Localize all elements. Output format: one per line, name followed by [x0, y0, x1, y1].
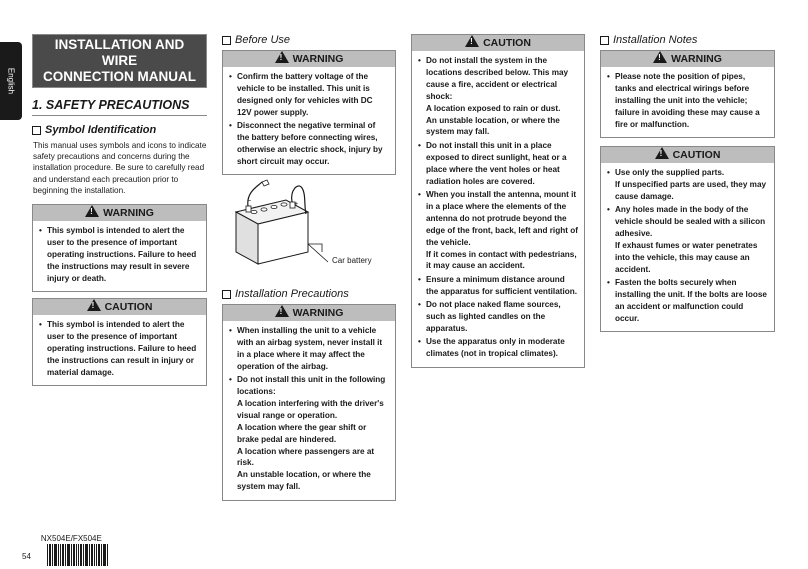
- svg-text:+: +: [294, 201, 299, 208]
- warning-list: [223, 67, 395, 174]
- section-title: 1. SAFETY PRECAUTIONS: [32, 98, 207, 116]
- column-4: [600, 34, 775, 332]
- warning-list: [223, 321, 395, 500]
- list-item: • When you install the antenna, mount it in a place where the elements of the antenna do not protrude beyond the edge of the front, back, left and right of the vehicle. If it comes in contact with pedestrians, it may cause an accident.: [418, 189, 578, 272]
- checkbox-bullet-icon: [600, 36, 609, 45]
- svg-text:−: −: [247, 198, 252, 205]
- caution-header: !CAUTION: [412, 35, 584, 51]
- caution-panel-notes: [600, 146, 775, 332]
- list-item: • This symbol is intended to alert the user to the presence of important operating instructions. Failure to heed the instructions may result in severe injury or death.: [39, 225, 200, 285]
- warning-header: !WARNING: [601, 51, 774, 67]
- caution-list: [601, 163, 774, 331]
- battery-label: Car battery: [332, 256, 372, 265]
- caution-header: !CAUTION: [33, 299, 206, 315]
- warning-panel-installation: [222, 304, 396, 501]
- caution-list: [33, 315, 206, 385]
- model-number: NX504E/FX504E: [41, 544, 109, 568]
- barcode-icon: [47, 544, 109, 566]
- warning-triangle-icon: [275, 305, 289, 317]
- warning-header: !WARNING: [223, 51, 395, 67]
- warning-panel-notes: [600, 50, 775, 138]
- list-item: • Fasten the bolts securely when installing the unit. If the bolts are loose an accident or malfunction could occur.: [607, 277, 768, 325]
- caution-triangle-icon: [87, 299, 101, 311]
- column-3: [411, 34, 585, 368]
- list-item: • Do not install the system in the locations described below. This may cause a fire, accident or electrical shock: A location exposed to rain or dust. An unstable location, or where the system may fall.: [418, 55, 578, 138]
- list-item: • Please note the position of pipes, tanks and electrical wirings before installing the unit into the vehicle; failure in avoiding these may cause a fire or malfunction.: [607, 71, 768, 131]
- manual-title: INSTALLATION AND WIRE CONNECTION MANUAL: [32, 34, 207, 88]
- column-1: [32, 34, 207, 386]
- warning-list: [601, 67, 774, 137]
- warning-panel-before-use: [222, 50, 396, 175]
- warning-panel-symbol: [32, 204, 207, 292]
- subsection-before-use: Before Use: [222, 34, 396, 46]
- list-item: • Ensure a minimum distance around the apparatus for sufficient ventilation.: [418, 274, 578, 298]
- caution-panel-locations: [411, 34, 585, 368]
- page-footer: [22, 534, 109, 568]
- language-tab: [0, 42, 22, 120]
- list-item: • Do not place naked flame sources, such as lighted candles on the apparatus.: [418, 299, 578, 335]
- caution-triangle-icon: [465, 35, 479, 47]
- car-battery-illustration: [228, 172, 388, 282]
- column-2-lower: [222, 288, 396, 501]
- warning-triangle-icon: [275, 51, 289, 63]
- checkbox-bullet-icon: [32, 126, 41, 135]
- checkbox-bullet-icon: [222, 36, 231, 45]
- subsection-symbol-identification: Symbol Identification: [32, 124, 207, 136]
- list-item: • Do not install this unit in the following locations: A location interfering with the driver's visual range or operation. A location where the gear shift or brake pedal are hindered. A location where passengers are at risk. An unstable location, or where the system may fall.: [229, 374, 389, 493]
- checkbox-bullet-icon: [222, 290, 231, 299]
- language-tab-label: English: [6, 67, 16, 95]
- warning-header: !WARNING: [33, 205, 206, 221]
- column-2: [222, 34, 396, 175]
- list-item: • When installing the unit to a vehicle with an airbag system, never install it in a place where it may affect the operation of the airbag.: [229, 325, 389, 373]
- warning-header: !WARNING: [223, 305, 395, 321]
- subsection-installation-notes: Installation Notes: [600, 34, 775, 46]
- warning-triangle-icon: [653, 51, 667, 63]
- subsection-installation-precautions: Installation Precautions: [222, 288, 396, 300]
- car-battery-icon: [228, 172, 388, 282]
- caution-panel-symbol: [32, 298, 207, 386]
- list-item: • Any holes made in the body of the vehicle should be sealed with a silicon adhesive. If exhaust fumes or water penetrates into the vehicle, this may cause an accident.: [607, 204, 768, 275]
- list-item: • Do not install this unit in a place exposed to direct sunlight, heat or a place where the vent holes or heat radiation holes are covered.: [418, 140, 578, 188]
- caution-list: [412, 51, 584, 367]
- caution-header: !CAUTION: [601, 147, 774, 163]
- list-item: • Disconnect the negative terminal of the battery before connecting wires, otherwise an electric shock, injury by short circuit may occur.: [229, 120, 389, 168]
- list-item: • Use only the supplied parts. If unspecified parts are used, they may cause damage.: [607, 167, 768, 203]
- list-item: • Use the apparatus only in moderate climates (not in tropical climates).: [418, 336, 578, 360]
- warning-triangle-icon: [85, 205, 99, 217]
- list-item: • This symbol is intended to alert the user to the presence of important operating instructions. Failure to heed the instructions can result in injury or material damage.: [39, 319, 200, 379]
- caution-triangle-icon: [655, 147, 669, 159]
- warning-list: [33, 221, 206, 291]
- page-number: 54: [22, 551, 31, 561]
- intro-paragraph: This manual uses symbols and icons to indicate safety precautions and concerns during the installation procedure. Be sure to carefully read and understand each precaution prior to beginning the installation.: [33, 141, 207, 195]
- list-item: • Confirm the battery voltage of the vehicle to be installed. This unit is designed only for vehicles with DC 12V power supply.: [229, 71, 389, 119]
